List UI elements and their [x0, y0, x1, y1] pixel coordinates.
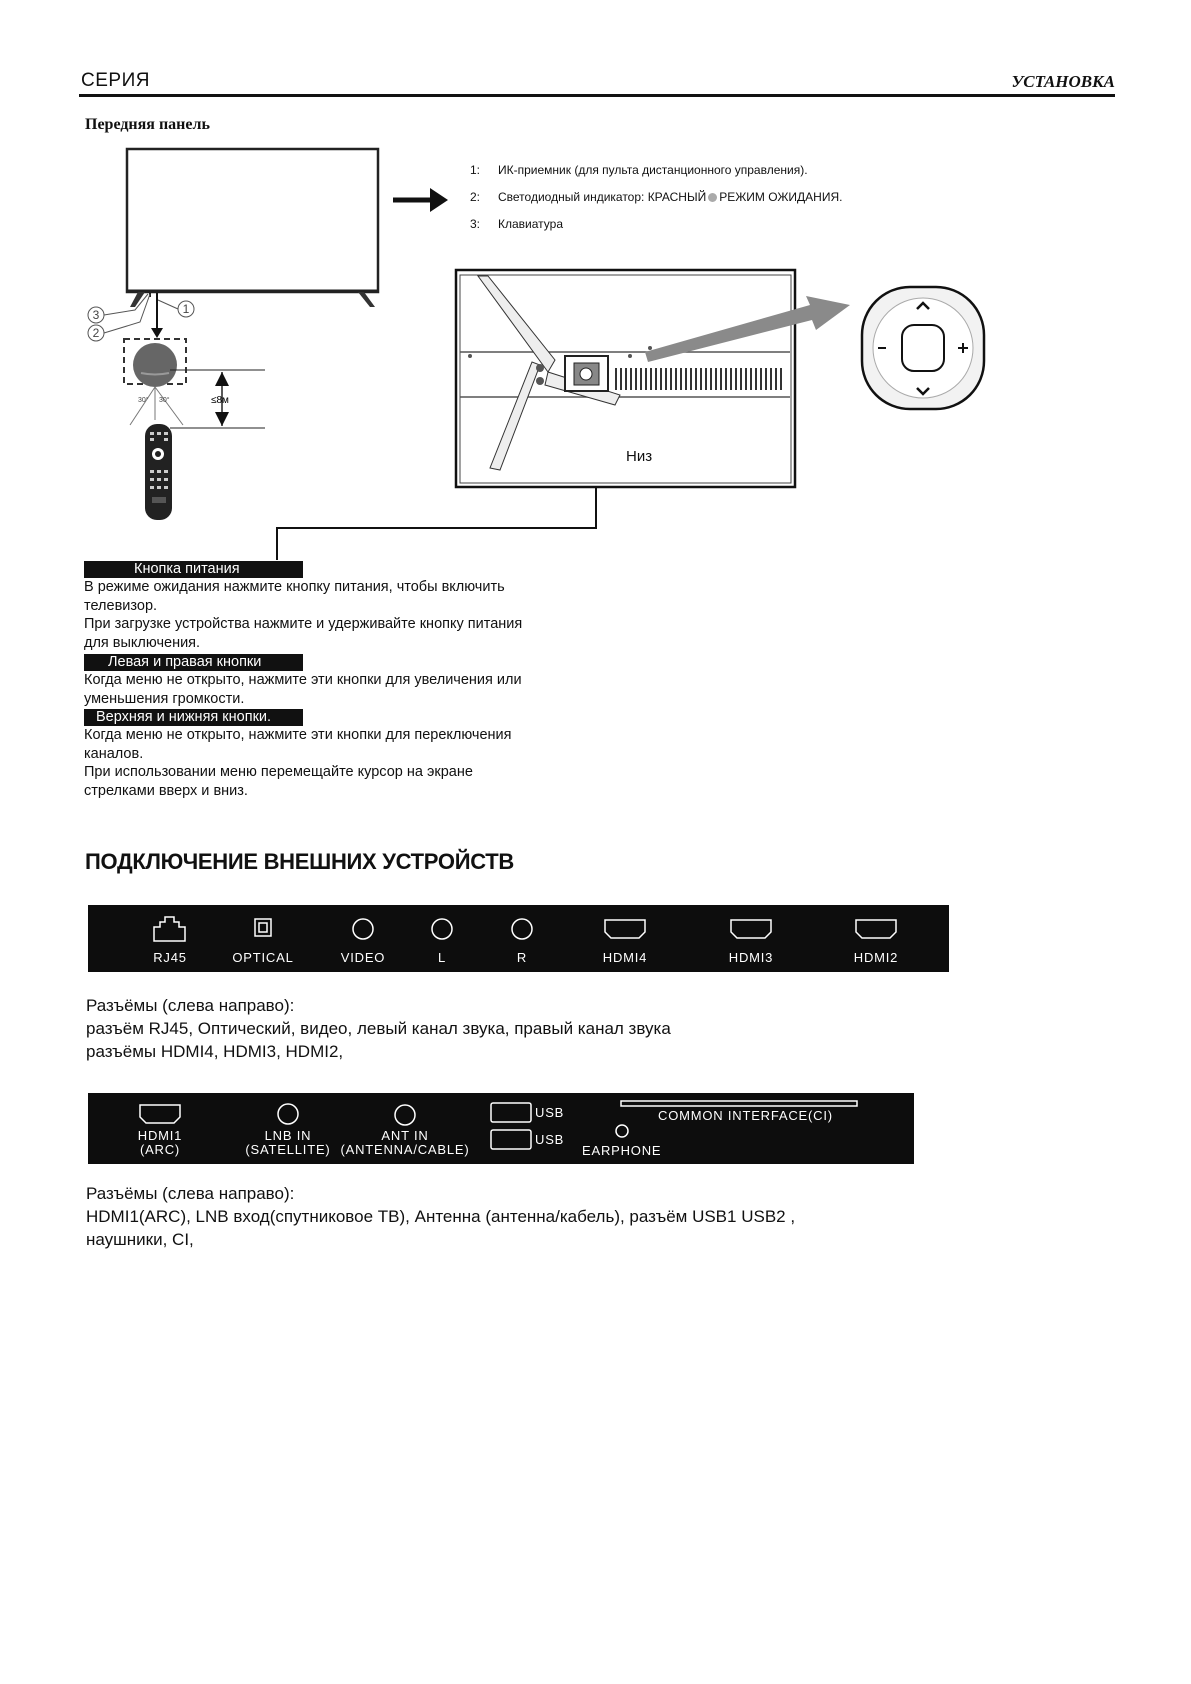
- port-label-hdmi3: HDMI3: [728, 950, 774, 965]
- up-down-buttons-section: [84, 709, 303, 726]
- port-label-lnb: LNB IN (SATELLITE): [245, 1128, 331, 1157]
- callout-3-label: 3: [92, 308, 100, 322]
- callout-1-label: 1: [182, 302, 190, 316]
- port-label-earphone: EARPHONE: [582, 1143, 662, 1158]
- panel1-description: Разъёмы (слева направо): разъём RJ45, Оптический, видео, левый канал звука, правый канал звука разъёмы HDMI4, HDMI3, HDMI2,: [86, 996, 671, 1061]
- usb1-icon: [491, 1103, 531, 1122]
- hdmi4-icon: [605, 920, 645, 938]
- port-label-r: R: [516, 950, 528, 965]
- hdmi2-icon: [856, 920, 896, 938]
- bottom-label: Низ: [626, 448, 653, 465]
- power-button-desc: В режиме ожидания нажмите кнопку питания, чтобы включить телевизор. При загрузке устройства нажмите и удерживайте кнопку питания для выключения.: [84, 579, 523, 651]
- remote-control-icon: [145, 424, 172, 520]
- ir-receiver-icon: [133, 343, 177, 387]
- ci-slot-icon: [621, 1101, 857, 1106]
- connector-panel-1: [88, 905, 949, 972]
- port-label-ant: ANT IN (ANTENNA/CABLE): [340, 1128, 470, 1157]
- tv-illustration: [127, 149, 378, 307]
- front-panel-title: Передняя панель: [85, 116, 210, 133]
- range-label: ≤8м: [211, 395, 229, 406]
- bottom-view-diagram: [456, 270, 795, 487]
- up-down-buttons-desc: Когда меню не открыто, нажмите эти кнопки для переключения каналов. При использовании меню перемещайте курсор на экране стрелками вверх и вниз.: [84, 727, 512, 799]
- video-jack-icon: [353, 919, 373, 939]
- lnb-jack-icon: [278, 1104, 298, 1124]
- legend-item-1: 1: ИК-приемник (для пульта дистанционного управления).: [470, 163, 808, 177]
- left-right-buttons-section: [84, 654, 303, 671]
- front-panel-diagram: [0, 0, 1191, 560]
- up-down-buttons-label: Верхняя и нижняя кнопки.: [84, 709, 303, 726]
- angle-left-label: 30°: [138, 397, 149, 404]
- ant-jack-icon: [395, 1105, 415, 1125]
- port-label-video: VIDEO: [340, 950, 386, 965]
- port-label-hdmi1: HDMI1 (ARC): [137, 1128, 183, 1157]
- audio-l-jack-icon: [432, 919, 452, 939]
- usb2-icon: [491, 1130, 531, 1149]
- series-title: СЕРИЯ: [81, 70, 150, 91]
- legend-item-2: 2: Светодиодный индикатор: КРАСНЫЙ РЕЖИМ ОЖИДАНИЯ.: [470, 190, 843, 204]
- section-title: УСТАНОВКА: [1011, 72, 1115, 91]
- optical-icon: [255, 919, 271, 936]
- power-button-section: [84, 561, 303, 578]
- port-label-ci: COMMON INTERFACE(CI): [658, 1108, 833, 1123]
- legend-item-3: 3: Клавиатура: [470, 217, 563, 231]
- rj45-icon: [154, 917, 185, 941]
- port-label-optical: OPTICAL: [232, 950, 294, 965]
- hdmi3-icon: [731, 920, 771, 938]
- connections-title: ПОДКЛЮЧЕНИЕ ВНЕШНИХ УСТРОЙСТВ: [85, 849, 514, 874]
- callout-2-label: 2: [92, 326, 100, 340]
- callout-markers: [88, 294, 194, 341]
- angle-right-label: 30°: [159, 397, 170, 404]
- audio-r-jack-icon: [512, 919, 532, 939]
- power-button-label: Кнопка питания: [84, 561, 303, 578]
- port-label-l: L: [437, 950, 447, 965]
- hdmi1-icon: [140, 1105, 180, 1123]
- port-label-hdmi2: HDMI2: [853, 950, 899, 965]
- earphone-jack-icon: [616, 1125, 628, 1137]
- port-label-hdmi4: HDMI4: [602, 950, 648, 965]
- left-right-buttons-desc: Когда меню не открыто, нажмите эти кнопки для увеличения или уменьшения громкости.: [84, 672, 522, 707]
- left-right-buttons-label: Левая и правая кнопки: [84, 654, 303, 671]
- port-label-usb2: USB: [535, 1132, 565, 1147]
- panel2-description: Разъёмы (слева направо): HDMI1(ARC), LNB вход(спутниковое ТВ), Антенна (антенна/кабель), разъём USB1 USB2 , наушники, CI,: [86, 1184, 796, 1249]
- port-label-usb1: USB: [535, 1105, 565, 1120]
- port-label-rj45: RJ45: [153, 950, 187, 965]
- keypad-zoom-icon: [862, 287, 984, 409]
- arrow-right-icon: [393, 188, 448, 212]
- connector-panel-2: [88, 1093, 914, 1164]
